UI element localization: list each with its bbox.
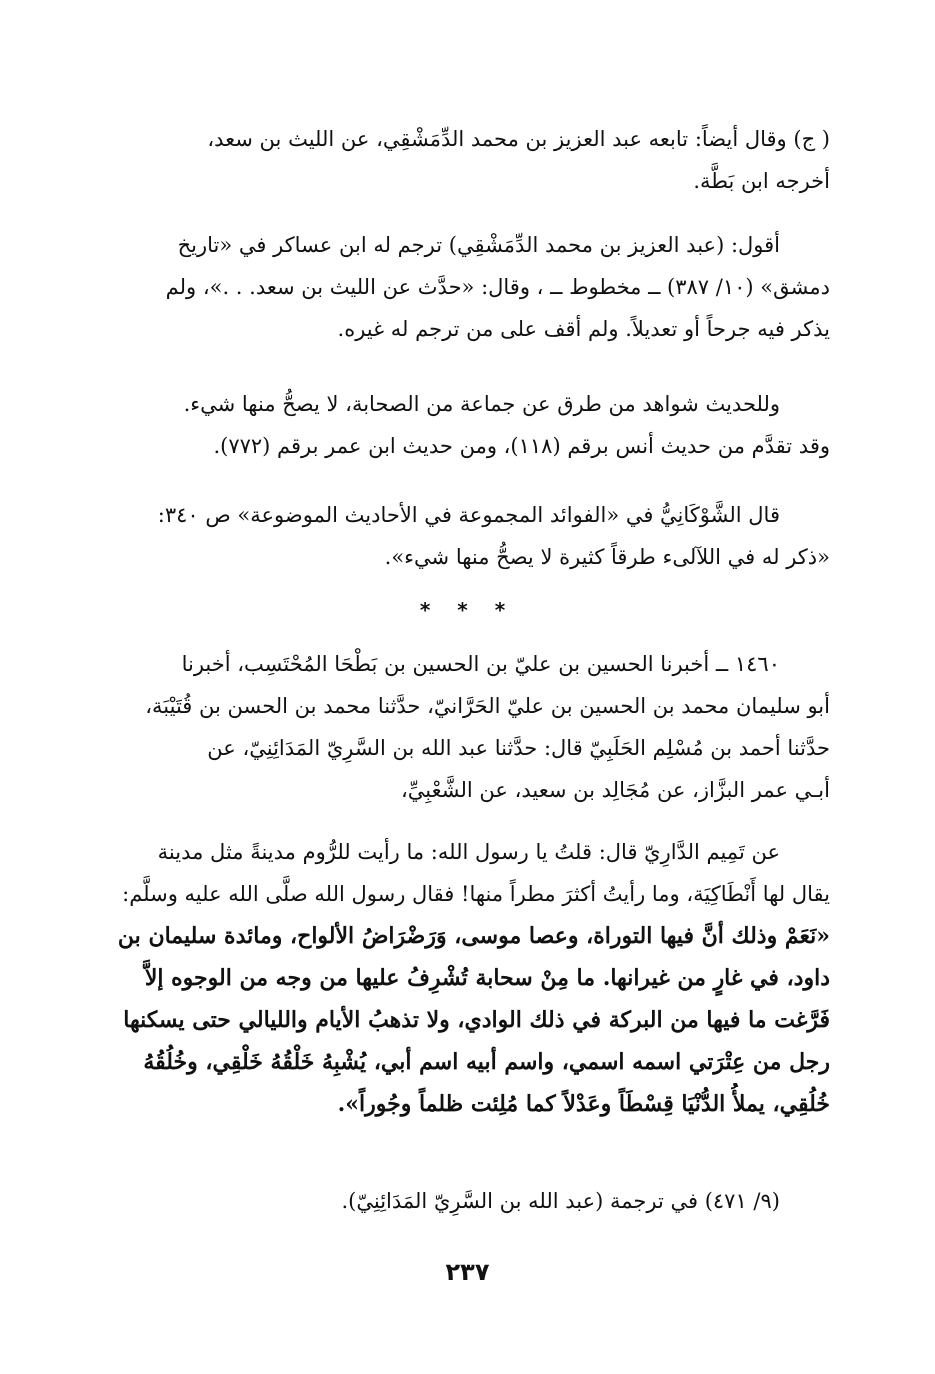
text-line: قال الشَّوْكَانِيُّ في «الفوائد المجموعة في الأحاديث الموضوعة» ص ٣٤٠: bbox=[157, 503, 780, 527]
text-line: يذكر فيه جرحاً أو تعديلاً. ولم أقف على من ترجم له غيره. bbox=[337, 317, 830, 341]
hadith-isnad bbox=[90, 643, 830, 811]
hadith-matn bbox=[90, 831, 830, 1125]
source-reference bbox=[90, 1180, 830, 1222]
paragraph-commentary bbox=[90, 224, 830, 350]
text-line-bold: خُلُقِي، يملأُ الدُّنْيَا قِسْطَاً وعَدْلاً كما مُلِئت ظلماً وجُوراً». bbox=[337, 1091, 830, 1117]
text-line: أبـي عمر البزَّاز، عن مُجَالِد بن سعيد، عن الشَّعْبِيِّ، bbox=[401, 778, 830, 802]
text-line: دمشق» (١٠/ ٣٨٧) ــ مخطوط ــ ، وقال: «حدَّث عن الليث بن سعد. . .»، ولم bbox=[165, 275, 830, 299]
text-line: يقال لها أَنْطَاكِيَة، وما رأيتُ أكثرَ مطراً منها! فقال رسول الله صلَّى الله عليه وسلَّم: bbox=[122, 882, 830, 906]
paragraph-narration bbox=[90, 118, 830, 202]
text-line: أقول: (عبد العزيز بن محمد الدِّمَشْقِي) ترجم له ابن عساكر في «تاريخ bbox=[177, 233, 780, 257]
section-separator: * * * bbox=[419, 598, 516, 622]
text-line: عن تَمِيم الدَّارِيّ قال: قلتُ يا رسول الله: ما رأيت للرُّوم مدينةً مثل مدينة bbox=[157, 840, 780, 864]
text-line: وللحديث شواهد من طرق عن جماعة من الصحابة، لا يصحُّ منها شيء. bbox=[183, 392, 780, 416]
paragraph-shawkani bbox=[90, 494, 830, 578]
text-line: وقد تقدَّم من حديث أنس برقم (١١٨)، ومن حديث ابن عمر برقم (٧٧٢). bbox=[213, 434, 830, 458]
text-line: «ذكر له في اللآلىء طرقاً كثيرة لا يصحُّ منها شيء». bbox=[384, 545, 830, 569]
text-line-bold: «نَعَمْ وذلك أنَّ فيها التوراة، وعصا موسى، وَرَضْرَاضُ الألواح، ومائدة سليمان بن bbox=[117, 923, 830, 949]
text-line-bold: داود، في غارٍ من غيرانها. ما مِنْ سحابة تُشْرِفُ عليها من وجه من الوجوه إلاَّ bbox=[144, 965, 830, 991]
page-number: ٢٣٧ bbox=[445, 1258, 490, 1286]
text-line-bold: فَرَّغت ما فيها من البركة في ذلك الوادي، ولا تذهبُ الأيام والليالي حتى يسكنها bbox=[123, 1007, 830, 1033]
text-line: أخرجه ابن بَطَّة. bbox=[693, 169, 830, 193]
text-line: (٩/ ٤٧١) في ترجمة (عبد الله بن السَّرِيّ المَدَائِنِيّ). bbox=[341, 1189, 780, 1213]
text-line: ١٤٦٠ ــ أخبرنا الحسين بن عليّ بن الحسين بن بَطْحَا المُحْتَسِب، أخبرنا bbox=[181, 652, 780, 676]
paragraph-shawahid bbox=[90, 383, 830, 467]
text-line: أبو سليمان محمد بن الحسين بن عليّ الحَرَّانيّ، حدَّثنا محمد بن الحسن بن قُتَيْبَة، bbox=[145, 694, 830, 718]
text-line-bold: رجل من عِتْرَتي اسمه اسمي، واسم أبيه اسم أبي، يُشْبِهُ خَلْقُهُ خَلْقِي، وخُلُقُهُ bbox=[143, 1049, 830, 1075]
text-line: حدَّثنا أحمد بن مُسْلِم الحَلَبِيّ قال: حدَّثنا عبد الله بن السَّرِيّ المَدَائِنِيّ، عن bbox=[207, 736, 830, 760]
text-line: ( ج) وقال أيضاً: تابعه عبد العزيز بن محمد الدِّمَشْقِي، عن الليث بن سعد، bbox=[207, 127, 830, 151]
